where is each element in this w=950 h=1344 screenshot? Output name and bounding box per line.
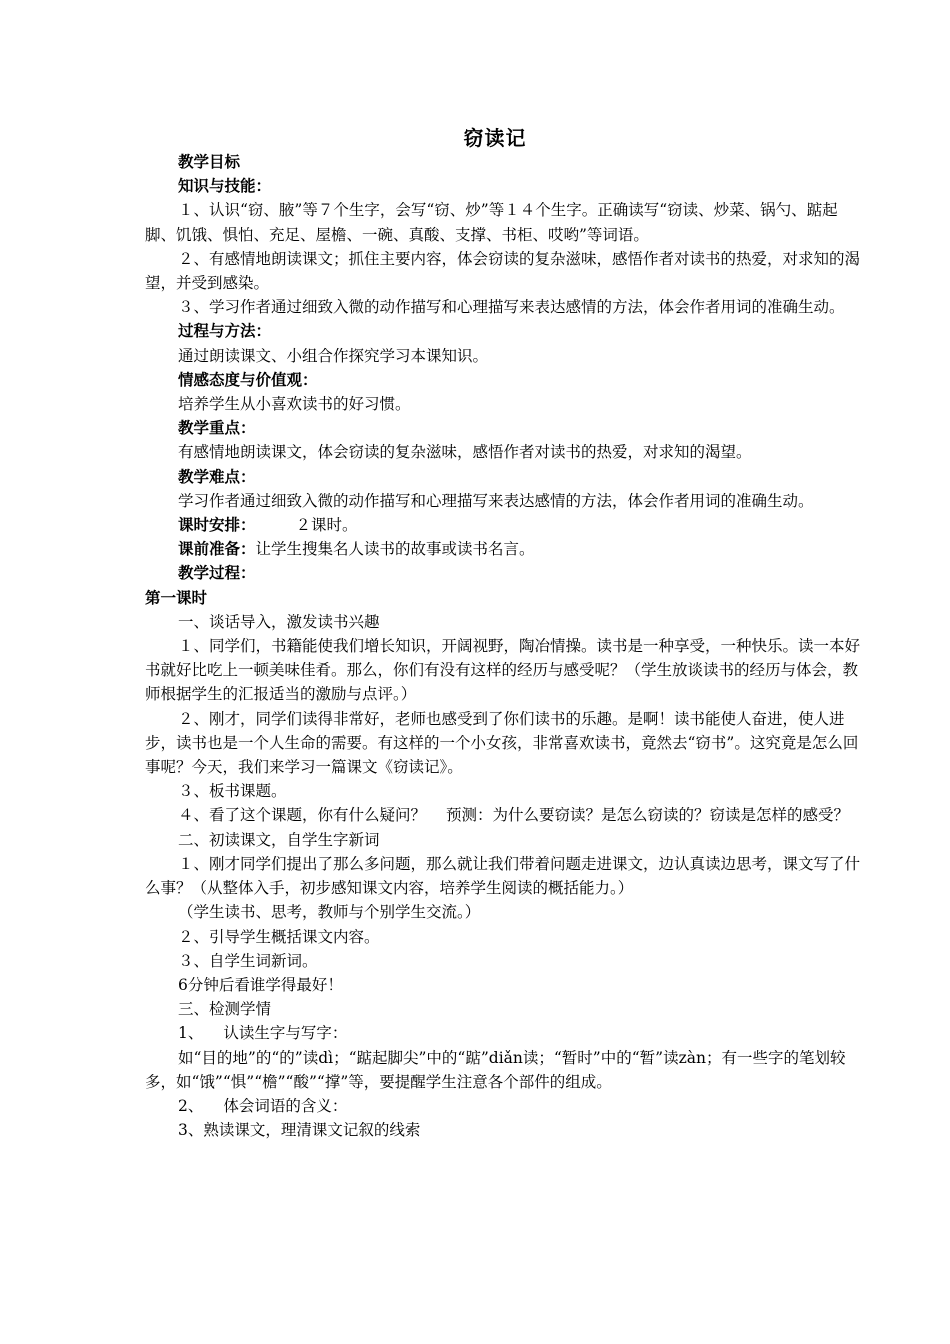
check-item-2-number: 2、 (178, 1096, 204, 1115)
paragraph-intro-4 (145, 803, 860, 827)
schedule-line (145, 513, 860, 537)
paragraph-read-4: 6分钟后看谁学得最好！ (178, 975, 343, 994)
paragraph-intro-2: ２、刚才，同学们读得非常好，老师也感受到了你们读书的乐趣。是啊！读书能使人奋进，使人进步，读书也是一个人生命的需要。有这样的一个小女孩，非常喜欢读书，竟然去“窃书”。这究竟是怎么回事呢？今天，我们来学习一篇课文《窃读记》。 (145, 709, 859, 777)
document-title: 窃读记 (463, 126, 527, 150)
heading-process-method: 过程与方法： (178, 321, 272, 341)
check-item-1-text: 认读生字与写字： (223, 1024, 348, 1043)
paragraph-goal-2: ２、有感情地朗读课文；抓住主要内容，体会窃读的复杂滋味，感悟作者对读书的热爱，对求知的渴望，并受到感染。 (145, 249, 861, 293)
paragraph-emotion-values: 培养学生从小喜欢读书的好习惯。 (178, 395, 411, 414)
check-item-1-number: 1、 (178, 1024, 204, 1043)
paragraph-process-method: 通过朗读课文、小组合作探究学习本课知识。 (178, 346, 489, 365)
heading-difficulties: 教学难点： (178, 466, 256, 486)
paragraph-read-1: １、刚才同学们提出了那么多问题，那么就让我们带着问题走进课文，边认真读边思考，课文写了什么事？（从整体入手，初步感知课文内容，培养学生阅读的概括能力。） (145, 854, 861, 898)
prep-line (145, 537, 860, 561)
paragraph-goal-1: １、认识“窃、腋”等７个生字，会写“窃、炒”等１４个生字。正确读写“窃读、炒菜、锅勺、踮起脚、饥饿、惧怕、充足、屋檐、一碗、真酸、支撑、书柜、哎哟”等词语。 (145, 201, 838, 244)
check-item-2-text: 体会词语的含义： (223, 1096, 348, 1115)
section-1-heading: 一、谈话导入，激发读书兴趣 (178, 612, 380, 631)
check-item-3: 3、熟读课文，理清课文记叙的线索 (178, 1121, 421, 1140)
section-3-heading: 三、检测学情 (178, 1000, 272, 1019)
paragraph-difficulties: 学习作者通过细致入微的动作描写和心理描写来表达感情的方法，体会作者用词的准确生动。 (178, 491, 814, 510)
paragraph-goal-3: ３、学习作者通过细致入微的动作描写和心理描写来表达感情的方法，体会作者用词的准确生动。 (178, 298, 845, 317)
schedule-value: ２课时。 (295, 516, 358, 535)
paragraph-intro-3: ３、板书课题。 (178, 782, 287, 801)
check-item-2 (145, 1094, 860, 1118)
paragraph-read-3: ３、自学生词新词。 (178, 951, 318, 970)
paragraph-key-points: 有感情地朗读课文，体会窃读的复杂滋味，感悟作者对读书的热爱，对求知的渴望。 (178, 443, 752, 462)
prep-label: 课前准备： (178, 539, 256, 559)
paragraph-intro-1: １、同学们，书籍能使我们增长知识，开阔视野，陶冶情操。读书是一种享受，一种快乐。读一本好书就好比吃上一顿美味佳肴。那么，你们有没有这样的经历与感受呢？（学生放谈读书的经历与体会，教师根据学生的汇报适当的激励与点评。） (145, 637, 861, 704)
check-item-1 (145, 1021, 860, 1045)
heading-teaching-goals: 教学目标 (178, 152, 241, 171)
prep-value: 让学生搜集名人读书的故事或读书名言。 (255, 540, 535, 559)
heading-emotion-values: 情感态度与价值观： (178, 369, 318, 389)
heading-teaching-process: 教学过程： (178, 563, 256, 583)
paragraph-read-2: ２、引导学生概括课文内容。 (178, 927, 380, 946)
section-2-heading: 二、初读课文，自学生字新词 (178, 830, 380, 849)
paragraph-example: 如“目的地”的“的”读dì；“踮起脚尖”中的“踮”diǎn读；“暂时”中的“暂”读zàn；有一些字的笔划较多，如“饿”“惧”“檐”“酸”“撑”等，要提醒学生注意各个部件的组成。 (145, 1048, 846, 1091)
heading-first-lesson: 第一课时 (145, 587, 208, 607)
prediction-text: 预测：为什么要窃读？是怎么窃读的？窃读是怎样的感受？ (446, 806, 850, 825)
heading-knowledge-skills: 知识与技能： (178, 176, 272, 196)
heading-key-points: 教学重点： (178, 418, 256, 438)
paragraph-read-note: （学生读书、思考，教师与个别学生交流。） (178, 903, 481, 922)
document-body (145, 150, 860, 1142)
schedule-label: 课时安排： (178, 515, 256, 535)
question-text: ４、看了这个课题，你有什么疑问？ (178, 806, 427, 825)
